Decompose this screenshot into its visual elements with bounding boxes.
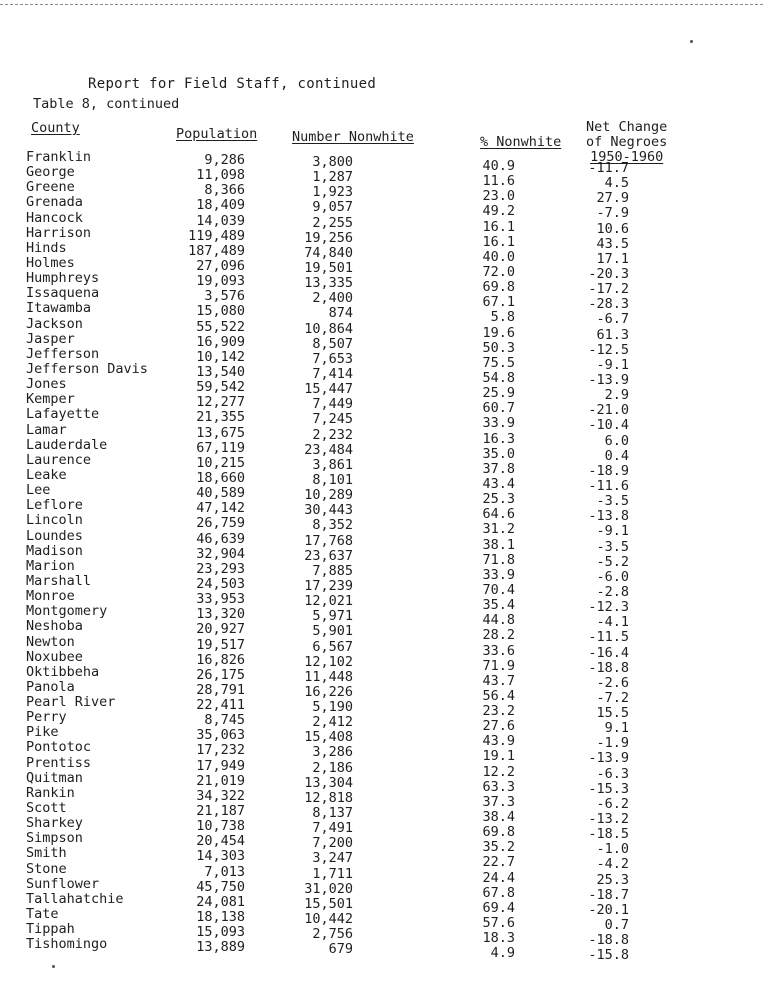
net-change-line-1: Net Change bbox=[586, 119, 668, 135]
net-change-cell: -4.1 bbox=[596, 614, 629, 631]
county-cell: Quitman bbox=[26, 769, 83, 786]
net-change-cell: 17.1 bbox=[596, 250, 629, 267]
net-change-cell: 43.5 bbox=[596, 235, 629, 252]
net-change-line-3: 1950-1960 bbox=[590, 149, 664, 165]
percent-nonwhite-cell: 54.8 bbox=[482, 369, 515, 386]
percent-nonwhite-cell: 38.4 bbox=[482, 809, 515, 826]
nonwhite-cell: 19,256 bbox=[304, 229, 353, 246]
net-change-cell: 9.1 bbox=[604, 720, 629, 737]
county-cell: Hancock bbox=[26, 209, 83, 226]
nonwhite-cell: 7,653 bbox=[312, 350, 353, 367]
net-change-cell: -9.1 bbox=[596, 356, 629, 373]
population-cell: 7,013 bbox=[204, 863, 245, 880]
nonwhite-cell: 5,971 bbox=[312, 608, 353, 625]
net-change-cell: 4.5 bbox=[604, 175, 629, 192]
nonwhite-cell: 74,840 bbox=[304, 244, 353, 261]
population-cell: 26,175 bbox=[196, 666, 245, 683]
nonwhite-cell: 7,449 bbox=[312, 396, 353, 413]
percent-nonwhite-cell: 35.0 bbox=[482, 445, 515, 462]
table-label: Table 8, continued bbox=[33, 96, 180, 112]
county-cell: Jefferson Davis bbox=[26, 360, 148, 377]
nonwhite-cell: 7,491 bbox=[312, 820, 353, 837]
population-cell: 35,063 bbox=[196, 727, 245, 744]
net-change-cell: -18.8 bbox=[588, 659, 629, 676]
percent-nonwhite-cell: 44.8 bbox=[482, 612, 515, 629]
net-change-cell: -1.9 bbox=[596, 735, 629, 752]
county-cell: Issaquena bbox=[26, 285, 100, 302]
net-change-cell: -7.2 bbox=[596, 689, 629, 706]
nonwhite-cell: 10,442 bbox=[304, 911, 353, 928]
percent-nonwhite-cell: 12.2 bbox=[482, 763, 515, 780]
nonwhite-cell: 5,901 bbox=[312, 623, 353, 640]
percent-nonwhite-cell: 23.2 bbox=[482, 703, 515, 720]
percent-nonwhite-cell: 60.7 bbox=[482, 400, 515, 417]
population-cell: 67,119 bbox=[196, 439, 245, 456]
population-cell: 13,540 bbox=[196, 363, 245, 380]
county-cell: Lamar bbox=[26, 421, 67, 438]
percent-nonwhite-cell: 72.0 bbox=[482, 263, 515, 280]
net-change-cell: -16.4 bbox=[588, 644, 629, 661]
percent-nonwhite-cell: 43.7 bbox=[482, 672, 515, 689]
net-change-cell: -11.5 bbox=[588, 629, 629, 646]
net-change-cell: -10.4 bbox=[588, 417, 629, 434]
nonwhite-cell: 7,414 bbox=[312, 365, 353, 382]
nonwhite-cell: 13,304 bbox=[304, 774, 353, 791]
net-change-cell: -20.3 bbox=[588, 265, 629, 282]
report-title: Report for Field Staff, continued bbox=[88, 76, 377, 92]
county-cell: Scott bbox=[26, 800, 67, 817]
net-change-cell: -3.5 bbox=[596, 538, 629, 555]
population-cell: 45,750 bbox=[196, 878, 245, 895]
nonwhite-cell: 8,507 bbox=[312, 335, 353, 352]
percent-nonwhite-cell: 63.3 bbox=[482, 778, 515, 795]
net-change-cell: -20.1 bbox=[588, 901, 629, 918]
percent-nonwhite-cell: 37.8 bbox=[482, 460, 515, 477]
nonwhite-cell: 13,335 bbox=[304, 275, 353, 292]
nonwhite-cell: 12,818 bbox=[304, 789, 353, 806]
percent-nonwhite-cell: 57.6 bbox=[482, 915, 515, 932]
net-change-cell: -2.6 bbox=[596, 674, 629, 691]
table-row bbox=[0, 936, 763, 964]
county-cell: Humphreys bbox=[26, 270, 100, 287]
nonwhite-cell: 7,245 bbox=[312, 411, 353, 428]
county-cell: Grenada bbox=[26, 194, 83, 211]
nonwhite-cell: 2,186 bbox=[312, 759, 353, 776]
nonwhite-cell: 3,800 bbox=[312, 154, 353, 170]
nonwhite-cell: 15,501 bbox=[304, 895, 353, 912]
nonwhite-cell: 3,247 bbox=[312, 850, 353, 867]
county-cell: Jackson bbox=[26, 315, 83, 332]
nonwhite-cell: 874 bbox=[328, 305, 353, 322]
percent-nonwhite-cell: 25.3 bbox=[482, 491, 515, 508]
population-cell: 26,759 bbox=[196, 515, 245, 532]
population-cell: 8,745 bbox=[204, 712, 245, 729]
percent-nonwhite-cell: 75.5 bbox=[482, 354, 515, 371]
nonwhite-cell: 8,352 bbox=[312, 517, 353, 534]
population-cell: 46,639 bbox=[196, 530, 245, 547]
net-change-cell: 15.5 bbox=[596, 705, 629, 722]
population-cell: 23,293 bbox=[196, 560, 245, 577]
percent-nonwhite-cell: 19.6 bbox=[482, 324, 515, 341]
net-change-cell: -13.8 bbox=[588, 508, 629, 525]
percent-nonwhite-cell: 64.6 bbox=[482, 506, 515, 523]
nonwhite-cell: 5,190 bbox=[312, 699, 353, 716]
county-cell: Itawamba bbox=[26, 300, 92, 317]
nonwhite-cell: 17,239 bbox=[304, 577, 353, 594]
county-cell: Pontotoc bbox=[26, 739, 92, 756]
percent-nonwhite-cell: 16.1 bbox=[482, 233, 515, 250]
percent-nonwhite-cell: 40.0 bbox=[482, 248, 515, 265]
county-cell: Tate bbox=[26, 906, 59, 923]
page-top-border bbox=[0, 4, 763, 5]
net-change-cell: 2.9 bbox=[604, 387, 629, 404]
net-change-cell: -9.1 bbox=[596, 523, 629, 540]
percent-nonwhite-cell: 35.2 bbox=[482, 839, 515, 856]
nonwhite-cell: 2,412 bbox=[312, 714, 353, 731]
net-change-cell: -13.9 bbox=[588, 371, 629, 388]
percent-nonwhite-cell: 43.9 bbox=[482, 733, 515, 750]
nonwhite-cell: 30,443 bbox=[304, 502, 353, 519]
net-change-cell: -6.2 bbox=[596, 795, 629, 812]
county-cell: Lafayette bbox=[26, 406, 100, 423]
net-change-cell: -18.5 bbox=[588, 826, 629, 843]
net-change-cell: -17.2 bbox=[588, 281, 629, 298]
nonwhite-cell: 9,057 bbox=[312, 199, 353, 216]
net-change-cell: -13.2 bbox=[588, 811, 629, 828]
percent-nonwhite-cell: 67.1 bbox=[482, 294, 515, 311]
nonwhite-cell: 3,861 bbox=[312, 456, 353, 473]
scan-speck bbox=[52, 965, 55, 968]
county-cell: Greene bbox=[26, 179, 75, 196]
percent-nonwhite-cell: 71.8 bbox=[482, 551, 515, 568]
net-change-cell: -4.2 bbox=[596, 856, 629, 873]
net-change-cell: 0.4 bbox=[604, 447, 629, 464]
nonwhite-cell: 17,768 bbox=[304, 532, 353, 549]
percent-nonwhite-cell: 50.3 bbox=[482, 339, 515, 356]
percent-nonwhite-cell: 70.4 bbox=[482, 581, 515, 598]
nonwhite-cell: 6,567 bbox=[312, 638, 353, 655]
county-cell: Marion bbox=[26, 557, 75, 574]
population-cell: 15,093 bbox=[196, 924, 245, 941]
net-change-cell: -12.5 bbox=[588, 341, 629, 358]
county-cell: Prentiss bbox=[26, 754, 92, 771]
population-cell: 20,454 bbox=[196, 833, 245, 850]
net-change-cell: -6.7 bbox=[596, 311, 629, 328]
percent-nonwhite-cell: 71.9 bbox=[482, 657, 515, 674]
county-cell: Jefferson bbox=[26, 345, 100, 362]
scan-speck bbox=[690, 40, 693, 43]
nonwhite-cell: 7,885 bbox=[312, 562, 353, 579]
population-cell: 119,489 bbox=[188, 227, 245, 244]
population-cell: 16,826 bbox=[196, 651, 245, 668]
net-change-line-2: of Negroes bbox=[586, 134, 668, 150]
net-change-cell: -11.7 bbox=[588, 160, 629, 176]
county-cell: Lincoln bbox=[26, 512, 83, 529]
nonwhite-cell: 1,287 bbox=[312, 169, 353, 186]
county-cell: Lauderdale bbox=[26, 436, 108, 453]
county-cell: Leake bbox=[26, 466, 67, 483]
population-cell: 33,953 bbox=[196, 591, 245, 608]
column-header-population: Population bbox=[176, 126, 258, 142]
percent-nonwhite-cell: 38.1 bbox=[482, 536, 515, 553]
population-cell: 20,927 bbox=[196, 621, 245, 638]
column-header-number-nonwhite: Number Nonwhite bbox=[292, 129, 414, 145]
net-change-cell: 61.3 bbox=[596, 326, 629, 343]
nonwhite-cell: 23,637 bbox=[304, 547, 353, 564]
population-cell: 17,949 bbox=[196, 757, 245, 774]
percent-nonwhite-cell: 33.9 bbox=[482, 566, 515, 583]
percent-nonwhite-cell: 28.2 bbox=[482, 627, 515, 644]
percent-nonwhite-cell: 56.4 bbox=[482, 687, 515, 704]
county-cell: Noxubee bbox=[26, 648, 83, 665]
population-cell: 13,320 bbox=[196, 606, 245, 623]
population-cell: 15,080 bbox=[196, 303, 245, 320]
nonwhite-cell: 15,447 bbox=[304, 381, 353, 398]
percent-nonwhite-cell: 33.9 bbox=[482, 415, 515, 432]
county-cell: Tippah bbox=[26, 921, 75, 938]
county-cell: Jasper bbox=[26, 330, 75, 347]
population-cell: 22,411 bbox=[196, 697, 245, 714]
county-cell: Kemper bbox=[26, 391, 75, 408]
net-change-cell: -12.3 bbox=[588, 599, 629, 616]
net-change-cell: -2.8 bbox=[596, 583, 629, 600]
percent-nonwhite-cell: 69.8 bbox=[482, 824, 515, 841]
net-change-cell: -18.8 bbox=[588, 932, 629, 949]
population-cell: 13,889 bbox=[196, 939, 245, 956]
nonwhite-cell: 3,286 bbox=[312, 744, 353, 761]
population-cell: 9,286 bbox=[204, 152, 245, 168]
column-header-percent-nonwhite: % Nonwhite bbox=[480, 134, 562, 150]
percent-nonwhite-cell: 18.3 bbox=[482, 930, 515, 947]
county-cell: Smith bbox=[26, 845, 67, 862]
population-cell: 187,489 bbox=[188, 242, 245, 259]
net-change-cell: 10.6 bbox=[596, 220, 629, 237]
net-change-cell: -15.8 bbox=[588, 947, 629, 964]
percent-nonwhite-cell: 4.9 bbox=[490, 945, 515, 962]
net-change-cell: -6.3 bbox=[596, 765, 629, 782]
percent-nonwhite-cell: 35.4 bbox=[482, 597, 515, 614]
population-cell: 34,322 bbox=[196, 787, 245, 804]
population-cell: 12,277 bbox=[196, 394, 245, 411]
county-cell: Tishomingo bbox=[26, 936, 108, 953]
percent-nonwhite-cell: 31.2 bbox=[482, 521, 515, 538]
county-cell: Sharkey bbox=[26, 815, 83, 832]
county-cell: Leflore bbox=[26, 497, 83, 514]
percent-nonwhite-cell: 37.3 bbox=[482, 793, 515, 810]
county-cell: Tallahatchie bbox=[26, 890, 124, 907]
percent-nonwhite-cell: 16.3 bbox=[482, 430, 515, 447]
population-cell: 55,522 bbox=[196, 318, 245, 335]
percent-nonwhite-cell: 23.0 bbox=[482, 188, 515, 205]
nonwhite-cell: 679 bbox=[328, 941, 353, 958]
county-cell: Sunflower bbox=[26, 875, 100, 892]
population-cell: 18,138 bbox=[196, 909, 245, 926]
population-cell: 10,738 bbox=[196, 818, 245, 835]
nonwhite-cell: 19,501 bbox=[304, 259, 353, 276]
nonwhite-cell: 16,226 bbox=[304, 683, 353, 700]
percent-nonwhite-cell: 5.8 bbox=[490, 309, 515, 326]
percent-nonwhite-cell: 11.6 bbox=[482, 173, 515, 190]
percent-nonwhite-cell: 69.8 bbox=[482, 279, 515, 296]
county-cell: Neshoba bbox=[26, 618, 83, 635]
nonwhite-cell: 2,255 bbox=[312, 214, 353, 231]
county-cell: Madison bbox=[26, 542, 83, 559]
nonwhite-cell: 1,923 bbox=[312, 184, 353, 201]
net-change-cell: -18.9 bbox=[588, 462, 629, 479]
percent-nonwhite-cell: 49.2 bbox=[482, 203, 515, 220]
nonwhite-cell: 1,711 bbox=[312, 865, 353, 882]
county-cell: Laurence bbox=[26, 451, 92, 468]
population-cell: 21,187 bbox=[196, 803, 245, 820]
county-cell: Newton bbox=[26, 633, 75, 650]
county-cell: Perry bbox=[26, 709, 67, 726]
net-change-cell: -5.2 bbox=[596, 553, 629, 570]
percent-nonwhite-cell: 16.1 bbox=[482, 218, 515, 235]
net-change-cell: -21.0 bbox=[588, 402, 629, 419]
county-cell: Panola bbox=[26, 678, 75, 695]
population-cell: 40,589 bbox=[196, 485, 245, 502]
percent-nonwhite-cell: 69.4 bbox=[482, 899, 515, 916]
population-cell: 16,909 bbox=[196, 333, 245, 350]
county-cell: Monroe bbox=[26, 588, 75, 605]
net-change-cell: 25.3 bbox=[596, 871, 629, 888]
nonwhite-cell: 15,408 bbox=[304, 729, 353, 746]
percent-nonwhite-cell: 27.6 bbox=[482, 718, 515, 735]
county-cell: Franklin bbox=[26, 149, 92, 165]
county-cell: Loundes bbox=[26, 527, 83, 544]
county-cell: George bbox=[26, 164, 75, 181]
county-cell: Stone bbox=[26, 860, 67, 877]
net-change-cell: -13.9 bbox=[588, 750, 629, 767]
population-cell: 13,675 bbox=[196, 424, 245, 441]
county-cell: Marshall bbox=[26, 572, 92, 589]
nonwhite-cell: 31,020 bbox=[304, 880, 353, 897]
nonwhite-cell: 10,289 bbox=[304, 487, 353, 504]
county-cell: Harrison bbox=[26, 224, 92, 241]
net-change-cell: 27.9 bbox=[596, 190, 629, 207]
county-cell: Pearl River bbox=[26, 694, 116, 711]
county-cell: Oktibbeha bbox=[26, 663, 100, 680]
county-table bbox=[0, 149, 763, 964]
column-header-county: County bbox=[31, 120, 80, 136]
percent-nonwhite-cell: 24.4 bbox=[482, 869, 515, 886]
net-change-cell: -7.9 bbox=[596, 205, 629, 222]
percent-nonwhite-cell: 19.1 bbox=[482, 748, 515, 765]
population-cell: 14,039 bbox=[196, 212, 245, 229]
population-cell: 24,503 bbox=[196, 575, 245, 592]
population-cell: 47,142 bbox=[196, 500, 245, 517]
population-cell: 21,355 bbox=[196, 409, 245, 426]
nonwhite-cell: 23,484 bbox=[304, 441, 353, 458]
population-cell: 32,904 bbox=[196, 545, 245, 562]
population-cell: 19,517 bbox=[196, 636, 245, 653]
net-change-cell: -18.7 bbox=[588, 886, 629, 903]
net-change-cell: -1.0 bbox=[596, 841, 629, 858]
population-cell: 10,215 bbox=[196, 454, 245, 471]
county-cell: Montgomery bbox=[26, 603, 108, 620]
net-change-cell: 0.7 bbox=[604, 917, 629, 934]
nonwhite-cell: 10,864 bbox=[304, 320, 353, 337]
population-cell: 24,081 bbox=[196, 893, 245, 910]
net-change-cell: 6.0 bbox=[604, 432, 629, 449]
population-cell: 3,576 bbox=[204, 288, 245, 305]
nonwhite-cell: 8,137 bbox=[312, 805, 353, 822]
nonwhite-cell: 2,400 bbox=[312, 290, 353, 307]
population-cell: 28,791 bbox=[196, 681, 245, 698]
net-change-cell: -11.6 bbox=[588, 477, 629, 494]
percent-nonwhite-cell: 25.9 bbox=[482, 385, 515, 402]
county-cell: Lee bbox=[26, 482, 51, 499]
population-cell: 8,366 bbox=[204, 182, 245, 199]
nonwhite-cell: 2,232 bbox=[312, 426, 353, 443]
county-cell: Jones bbox=[26, 376, 67, 393]
net-change-cell: -15.3 bbox=[588, 780, 629, 797]
percent-nonwhite-cell: 33.6 bbox=[482, 642, 515, 659]
population-cell: 17,232 bbox=[196, 742, 245, 759]
percent-nonwhite-cell: 40.9 bbox=[482, 158, 515, 174]
population-cell: 18,409 bbox=[196, 197, 245, 214]
nonwhite-cell: 11,448 bbox=[304, 668, 353, 685]
net-change-cell: -28.3 bbox=[588, 296, 629, 313]
population-cell: 10,142 bbox=[196, 348, 245, 365]
percent-nonwhite-cell: 67.8 bbox=[482, 884, 515, 901]
population-cell: 11,098 bbox=[196, 167, 245, 184]
nonwhite-cell: 12,102 bbox=[304, 653, 353, 670]
county-cell: Hinds bbox=[26, 239, 67, 256]
net-change-cell: -6.0 bbox=[596, 568, 629, 585]
percent-nonwhite-cell: 43.4 bbox=[482, 475, 515, 492]
population-cell: 18,660 bbox=[196, 469, 245, 486]
population-cell: 59,542 bbox=[196, 379, 245, 396]
county-cell: Simpson bbox=[26, 830, 83, 847]
net-change-cell: -3.5 bbox=[596, 493, 629, 510]
nonwhite-cell: 12,021 bbox=[304, 593, 353, 610]
population-cell: 27,096 bbox=[196, 257, 245, 274]
nonwhite-cell: 8,101 bbox=[312, 471, 353, 488]
population-cell: 14,303 bbox=[196, 848, 245, 865]
county-cell: Pike bbox=[26, 724, 59, 741]
population-cell: 21,019 bbox=[196, 772, 245, 789]
county-cell: Holmes bbox=[26, 254, 75, 271]
nonwhite-cell: 2,756 bbox=[312, 926, 353, 943]
percent-nonwhite-cell: 22.7 bbox=[482, 854, 515, 871]
population-cell: 19,093 bbox=[196, 273, 245, 290]
county-cell: Rankin bbox=[26, 784, 75, 801]
nonwhite-cell: 7,200 bbox=[312, 835, 353, 852]
